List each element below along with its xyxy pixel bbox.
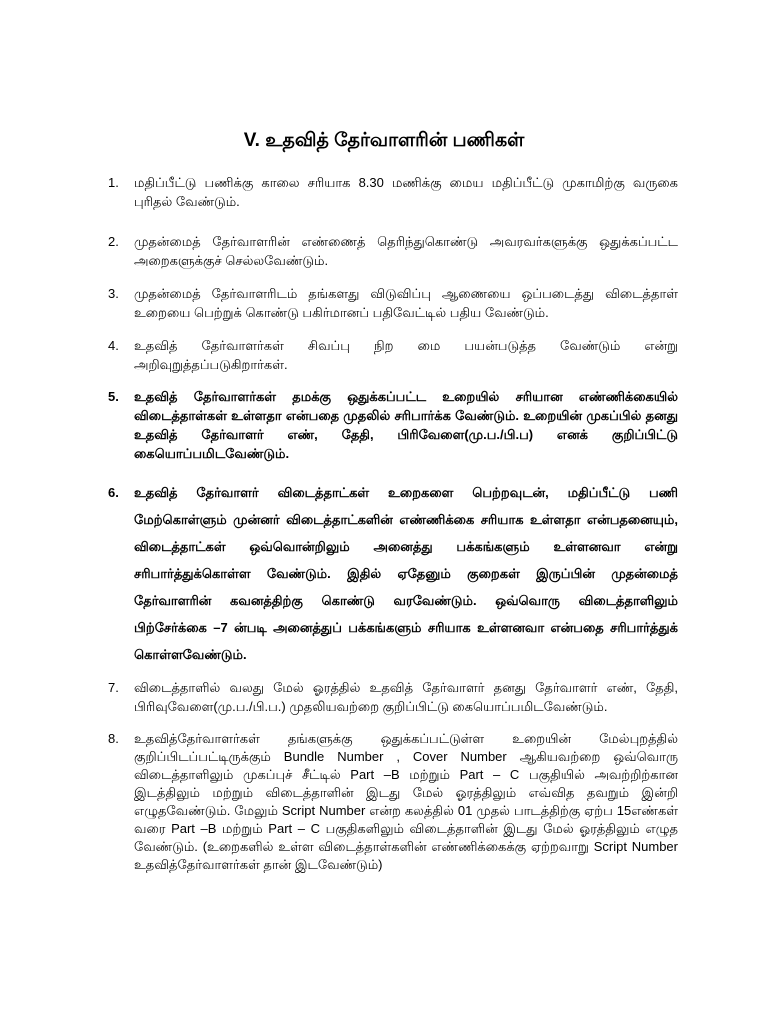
list-item-5 xyxy=(108,387,678,463)
item-text: முதன்மைத் தேர்வாளரிடம் தங்களது விடுவிப்பு ஆணையை ஒப்படைத்து விடைத்தாள் உறையை பெற்றுக் கொண்டு பகிர்மானப் பதிவேட்டில் பதிய வேண்டும். xyxy=(134,286,678,320)
item-text: முதன்மைத் தேர்வாளரின் எண்ணைத் தெரிந்துகொண்டு அவரவர்களுக்கு ஒதுக்கப்பட்ட அறைகளுக்குச் செல்லவேண்டும். xyxy=(134,234,678,268)
page-title: V. உதவித் தேர்வாளரின் பணிகள் xyxy=(243,130,525,151)
item-number: 1. xyxy=(108,175,119,190)
item-number: 7. xyxy=(108,680,119,695)
list-item-7 xyxy=(108,678,678,716)
item-text: உதவித் தேர்வாளர்கள் சிவப்பு நிற மை பயன்படுத்த வேண்டும் என்று அறிவுறுத்தப்படுகிறார்கள். xyxy=(134,338,678,372)
list-item-8 xyxy=(108,730,678,874)
item-text: மதிப்பீட்டு பணிக்கு காலை சரியாக 8.30 மணிக்கு மைய மதிப்பீட்டு முகாமிற்கு வருகை புரிதல் வேண்டும். xyxy=(134,175,678,209)
item-text: விடைத்தாளில் வலது மேல் ஓரத்தில் உதவித் தேர்வாளர் தனது தேர்வாளர் எண், தேதி, பிரிவுவேளை(மு.ப./பி.ப.) முதலியவற்றை குறிப்பிட்டு கையொப்பமிடவேண்டும். xyxy=(134,680,678,714)
list-item-4 xyxy=(108,336,678,374)
item-number: 4. xyxy=(108,338,119,353)
item-number: 5. xyxy=(108,389,119,404)
item-text: உதவித் தேர்வாளர் விடைத்தாட்கள் உறைகளை பெற்றவுடன், மதிப்பீட்டு பணி மேற்கொள்ளும் முன்னர் விடைத்தாட்களின் எண்ணிக்கை சரியாக உள்ளதா என்பதனையும், விடைத்தாட்கள் ஒவ்வொன்றிலும் அனைத்து பக்கங்களும் உள்ளனவா என்று சரிபார்த்துக்கொள்ள வேண்டும். இதில் ஏதேனும் குறைகள் இருப்பின் முதன்மைத் தேர்வாளரின் கவனத்திற்கு கொண்டு வரவேண்டும். ஒவ்வொரு விடைத்தாளிலும் பிற்சேர்க்கை –7 ன்படி அனைத்துப் பக்கங்களும் சரியாக உள்ளனவா என்பதை சரிபார்த்துக் கொள்ளவேண்டும். xyxy=(134,485,678,662)
item-number: 3. xyxy=(108,286,119,301)
item-text: உதவித்தேர்வாளர்கள் தங்களுக்கு ஒதுக்கப்பட்டுள்ள உறையின் மேல்புறத்தில் குறிப்பிடப்பட்டிருக்கும் Bundle Number , Cover Number ஆகியவற்றை ஒவ்வொரு விடைத்தாளிலும் முகப்புச் சீட்டில் Part –B மற்றும் Part – C பகுதியில் அவற்றிற்கான இடத்திலும் மற்றும் விடைத்தாளின் இடது மேல் ஓரத்திலும் எவ்வித தவறும் இன்றி எழுதவேண்டும். மேலும் Script Number என்ற கலத்தில் 01 முதல் பாடத்திற்கு ஏற்ப 15எண்கள் வரை Part –B மற்றும் Part – C பகுதிகளிலும் விடைத்தாளின் இடது மேல் ஓரத்திலும் எழுத வேண்டும். (உறைகளில் உள்ள விடைத்தாள்களின் எண்ணிக்கைக்கு ஏற்றவாறு Script Number உதவித்தேர்வாளர்கள் தான் இடவேண்டும்) xyxy=(134,731,678,872)
item-number: 6. xyxy=(108,485,119,500)
item-number: 8. xyxy=(108,731,119,746)
list-item-6 xyxy=(108,479,678,668)
item-text: உதவித் தேர்வாளர்கள் தமக்கு ஒதுக்கப்பட்ட உறையில் சரியான எண்ணிக்கையில் விடைத்தாள்கள் உள்ளதா என்பதை முதலில் சரிபார்க்க வேண்டும். உறையின் முகப்பில் தனது உதவித் தேர்வாளர் எண், தேதி, பிரிவேளை(மு.ப./பி.ப) எனக் குறிப்பிட்டு கையொப்பமிடவேண்டும். xyxy=(134,389,678,461)
list-item-3 xyxy=(108,284,678,322)
list-item-1 xyxy=(108,173,678,211)
list-item-2 xyxy=(108,232,678,270)
item-number: 2. xyxy=(108,234,119,249)
